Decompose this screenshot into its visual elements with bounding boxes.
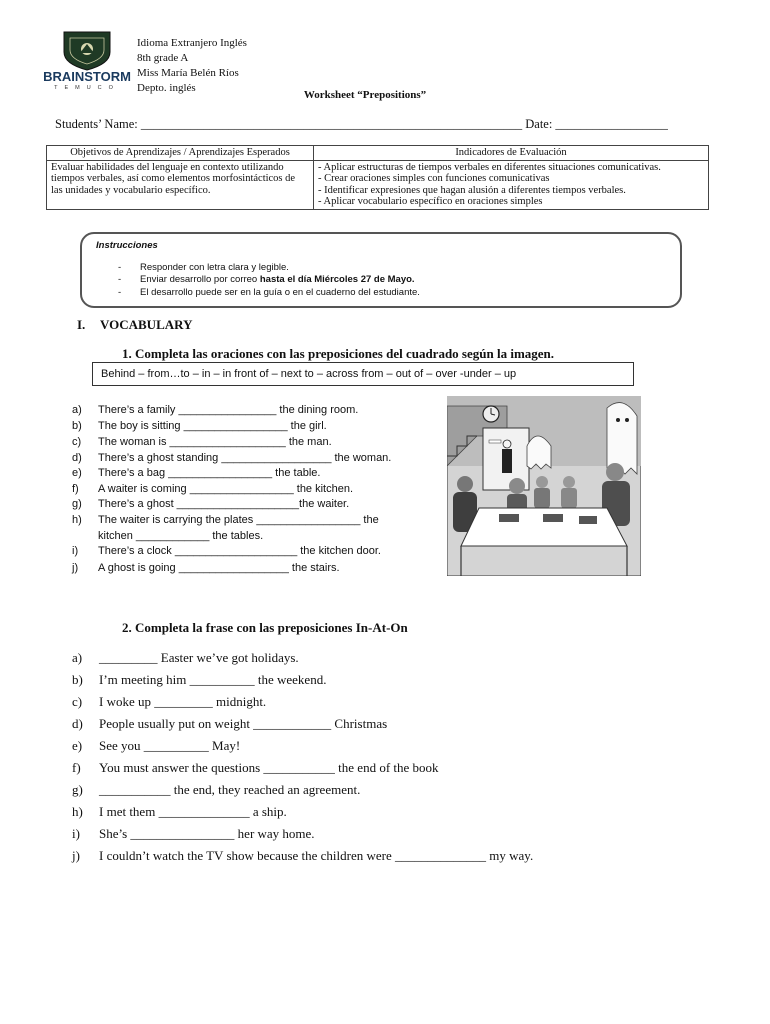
vocab-item[interactable]: j) A ghost is going __________________ the stairs.	[72, 562, 340, 574]
vocab-item[interactable]: e) There’s a bag _________________ the table.	[72, 467, 321, 479]
section-heading: I. VOCABULARY	[77, 317, 193, 332]
school-logo	[42, 30, 132, 90]
objectives-cell: Evaluar habilidades del lenguaje en contexto utilizando tiempos verbales, así como elementos morfosintácticos de las unidades y vocabulario específico.	[47, 160, 314, 209]
vocab-item[interactable]: b) The boy is sitting _________________ the girl.	[72, 420, 327, 432]
instruction-item: - Responder con letra clara y legible.	[118, 262, 289, 273]
grade-line: 8th grade A	[137, 52, 189, 64]
question-1-title: 1. Completa las oraciones con las preposiciones del cuadrado según la imagen.	[122, 346, 555, 361]
preposition-word-box: Behind – from…to – in – in front of – next to – across from – out of – over -under – up	[92, 362, 634, 386]
preposition-item[interactable]: g) ___________ the end, they reached an agreement.	[72, 782, 361, 797]
indicator-line: - Identificar expresiones que hagan alusión a diferentes tiempos verbales.	[318, 184, 626, 196]
preposition-item[interactable]: h) I met them ______________ a ship.	[72, 804, 287, 819]
preposition-item[interactable]: e) See you __________ May!	[72, 738, 241, 753]
department-line: Depto. inglés	[137, 82, 196, 94]
logo-subtext: TEMUCO	[54, 85, 120, 90]
logo-wordmark: BRAINSTORM	[43, 69, 131, 84]
vocab-item[interactable]: h) The waiter is carrying the plates _________________ the	[72, 514, 379, 526]
question-2-title: 2. Completa la frase con las preposiciones In-At-On	[122, 620, 408, 635]
dining-room-illustration	[447, 396, 641, 576]
vocab-item-continuation[interactable]: kitchen ____________ the tables.	[98, 530, 264, 542]
objectives-table	[46, 145, 709, 210]
vocab-item[interactable]: c) The woman is ___________________ the man.	[72, 436, 332, 448]
indicators-header: Indicadores de Evaluación	[314, 146, 709, 161]
header-info	[137, 36, 247, 96]
preposition-item[interactable]: b) I’m meeting him __________ the weekend.	[72, 672, 327, 687]
preposition-item[interactable]: f) You must answer the questions ___________ the end of the book	[72, 760, 439, 775]
indicator-line: - Aplicar estructuras de tiempos verbales en diferentes situaciones comunicativas.	[318, 161, 661, 173]
preposition-item[interactable]: c) I woke up _________ midnight.	[72, 694, 267, 709]
indicators-cell	[314, 160, 709, 209]
preposition-item[interactable]: a) _________ Easter we’ve got holidays.	[72, 650, 299, 665]
vocab-item[interactable]: f) A waiter is coming _________________ the kitchen.	[72, 483, 354, 495]
teacher-line: Miss María Belén Ríos	[137, 67, 239, 79]
objectives-header: Objetivos de Aprendizajes / Aprendizajes Esperados	[47, 146, 314, 161]
deadline-text: hasta el día Miércoles 27 de Mayo.	[259, 274, 415, 285]
preposition-item[interactable]: d) People usually put on weight ____________ Christmas	[72, 716, 388, 731]
indicator-line: - Crear oraciones simples con funciones comunicativas	[318, 173, 550, 184]
worksheet-title: Worksheet “Prepositions”	[303, 89, 427, 101]
vocab-item[interactable]: d) There’s a ghost standing __________________ the woman.	[72, 452, 392, 464]
indicator-line: - Aplicar vocabulario específico en oraciones simples	[318, 196, 543, 207]
instructions-title: Instrucciones	[96, 240, 158, 251]
vocab-item[interactable]: g) There’s a ghost ____________________the waiter.	[72, 498, 350, 510]
vocab-item[interactable]: a) There’s a family ________________ the dining room.	[72, 404, 359, 416]
preposition-item[interactable]: j) I couldn’t watch the TV show because the children were ______________ my way.	[72, 848, 534, 863]
instruction-item: - El desarrollo puede ser en la guía o en el cuaderno del estudiante.	[118, 287, 420, 298]
vocab-item[interactable]: i) There’s a clock ____________________ the kitchen door.	[72, 545, 381, 557]
preposition-item[interactable]: i) She’s ________________ her way home.	[72, 826, 315, 841]
instruction-item: - Enviar desarrollo por correo hasta el día Miércoles 27 de Mayo.	[118, 274, 415, 285]
student-name-date-line[interactable]: Students’ Name: _____________________________________________________________ Date: __________________	[55, 117, 668, 131]
subject-line: Idioma Extranjero Inglés	[137, 37, 247, 49]
